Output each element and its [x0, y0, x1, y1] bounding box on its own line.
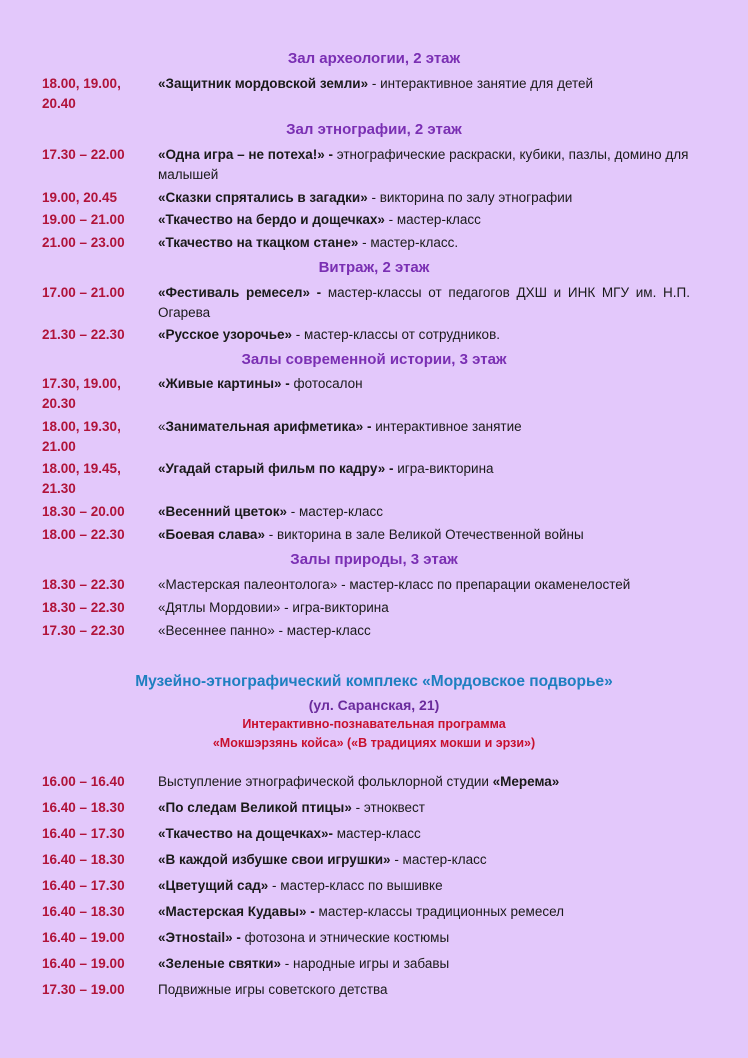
event-details: - викторина по залу этнографии [367, 190, 573, 205]
program-subtitle: «Мокшэрзянь койса» («В традициях мокши и эрзи») [212, 736, 536, 750]
event-details: - викторина в зале Великой Отечественной войны [264, 527, 584, 542]
event-time: 18.30 – 22.30 [42, 600, 125, 615]
event-name: «Мерема» [492, 774, 560, 789]
event-description [158, 502, 690, 522]
event-description [158, 374, 690, 394]
section-title: Залы современной истории, 3 этаж [241, 351, 507, 368]
event-time: 16.40 – 19.00 [42, 956, 125, 971]
event-details: - мастер-класс по вышивке [268, 878, 443, 893]
event-time: 16.40 – 17.30 [42, 826, 125, 841]
event-description [158, 459, 690, 479]
event-name: «Зеленые святки» [158, 956, 282, 971]
event-description [158, 417, 690, 437]
event-name: «Мастерская Кудавы» - [158, 904, 315, 919]
event-time: 18.00 – 22.30 [42, 527, 125, 542]
event-description [158, 980, 690, 1000]
program-title: Интерактивно-познавательная программа [242, 717, 506, 731]
event-details: - мастер-классы от сотрудников. [292, 327, 500, 342]
event-time: 16.00 – 16.40 [42, 774, 125, 789]
event-description [158, 74, 690, 94]
event-time: 17.30, 19.00, 20.30 [42, 376, 121, 411]
event-details: - народные игры и забавы [281, 956, 450, 971]
event-details: - мастер-класс [390, 852, 487, 867]
event-details: - мастер-класс [286, 504, 383, 519]
event-time: 16.40 – 18.30 [42, 800, 125, 815]
event-name: Занимательная арифметика» - [165, 419, 372, 434]
section-title: Зал этнографии, 2 этаж [286, 121, 462, 138]
event-name: «Защитник мордовской земли» [158, 76, 369, 91]
event-details: - интерактивное занятие для детей [368, 76, 594, 91]
section-title: Витраж, 2 этаж [318, 259, 430, 276]
event-time: 17.30 – 19.00 [42, 982, 125, 997]
event-name: «Весенний цветок» [158, 504, 287, 519]
event-time: 19.00, 20.45 [42, 190, 118, 205]
event-description [158, 210, 690, 230]
event-details: мастер-классы традиционных ремесел [314, 904, 565, 919]
event-description [158, 598, 690, 618]
event-time: 21.30 – 22.30 [42, 327, 125, 342]
event-name: «Боевая слава» [158, 527, 265, 542]
event-description [158, 621, 690, 641]
complex-address: (ул. Саранская, 21) [308, 697, 440, 713]
event-name: «Русское узорочье» [158, 327, 293, 342]
event-details: «Весеннее панно» - мастер-класс [158, 623, 371, 638]
event-description [158, 325, 690, 345]
event-time: 16.40 – 18.30 [42, 904, 125, 919]
event-details: мастер-класс [332, 826, 421, 841]
event-description [158, 188, 690, 208]
event-time: 18.30 – 20.00 [42, 504, 125, 519]
event-description [158, 575, 690, 595]
event-name: «Цветущий сад» [158, 878, 269, 893]
event-details: - этноквест [351, 800, 425, 815]
event-details: Подвижные игры советского детства [158, 982, 388, 997]
event-description [158, 798, 690, 818]
event-time: 17.00 – 21.00 [42, 285, 125, 300]
event-description [158, 902, 690, 922]
event-description [158, 772, 690, 792]
event-time: 16.40 – 17.30 [42, 878, 125, 893]
event-description [158, 233, 690, 253]
event-details: «Дятлы Мордовии» - игра-викторина [158, 600, 389, 615]
event-details: фотосалон [289, 376, 363, 391]
section-title: Залы природы, 3 этаж [290, 551, 458, 568]
event-name: «Ткачество на дощечках»- [158, 826, 333, 841]
event-quote: « [158, 419, 166, 434]
event-time: 17.30 – 22.00 [42, 147, 125, 162]
event-details: мастер-классы от педагогов ДХШ и ИНК МГУ им. Н.П. Огарева [158, 285, 690, 320]
event-name: «По следам Великой птицы» [158, 800, 352, 815]
event-description [158, 876, 690, 896]
event-name: «В каждой избушке свои игрушки» [158, 852, 391, 867]
event-details: - мастер-класс. [358, 235, 459, 250]
event-details: - мастер-класс [384, 212, 481, 227]
event-description [158, 850, 690, 870]
event-time: 19.00 – 21.00 [42, 212, 125, 227]
event-details: этнографические раскраски, кубики, пазлы, домино для малышей [158, 147, 689, 182]
event-description [158, 283, 690, 323]
event-details: игра-викторина [393, 461, 494, 476]
event-description [158, 954, 690, 974]
event-time: 18.00, 19.00, 20.40 [42, 76, 121, 111]
event-name: «Живые картины» - [158, 376, 290, 391]
event-time: 16.40 – 18.30 [42, 852, 125, 867]
event-time: 17.30 – 22.30 [42, 623, 125, 638]
event-time: 18.00, 19.45, 21.30 [42, 461, 121, 496]
event-name: «Фестиваль ремесел» - [158, 285, 322, 300]
event-details: фотозона и этнические костюмы [240, 930, 450, 945]
event-time: 18.00, 19.30, 21.00 [42, 419, 121, 454]
event-name: «Угадай старый фильм по кадру» - [158, 461, 394, 476]
event-name: «Сказки спрятались в загадки» [158, 190, 368, 205]
event-name: «Одна игра – не потеха!» - [158, 147, 334, 162]
event-time: 21.00 – 23.00 [42, 235, 125, 250]
event-description [158, 145, 690, 185]
event-time: 18.30 – 22.30 [42, 577, 125, 592]
section-title: Зал археологии, 2 этаж [287, 50, 461, 67]
event-description [158, 525, 690, 545]
event-name: «Ткачество на ткацком стане» [158, 235, 359, 250]
complex-title: Музейно-этнографический комплекс «Мордовское подворье» [135, 673, 613, 690]
event-name: «Ткачество на бердо и дощечках» [158, 212, 385, 227]
event-time: 16.40 – 19.00 [42, 930, 125, 945]
event-details: интерактивное занятие [371, 419, 522, 434]
event-description [158, 928, 690, 948]
event-name: «Этноstail» - [158, 930, 241, 945]
event-details: «Мастерская палеонтолога» - мастер-класс по препарации окаменелостей [158, 577, 631, 592]
event-description [158, 824, 690, 844]
event-details: Выступление этнографической фольклорной студии [158, 774, 493, 789]
